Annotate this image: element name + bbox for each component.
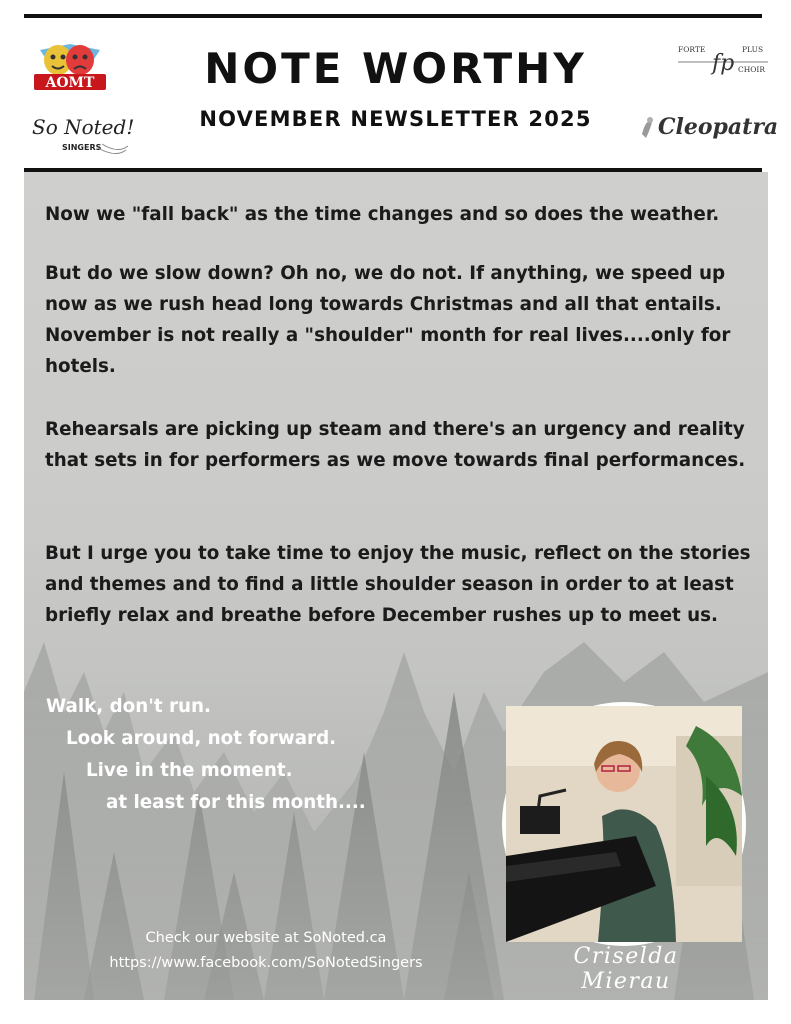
poem-line-4: at least for this month....: [106, 792, 366, 813]
author-photo: [502, 702, 746, 946]
misty-forest-panel: [24, 172, 768, 1000]
forte-logo-text: FORTE: [678, 45, 706, 54]
so-noted-logo-text: So Noted!: [32, 115, 135, 139]
newsletter-subtitle: NOVEMBER NEWSLETTER 2025: [199, 107, 592, 131]
paragraph-3: Rehearsals are picking up steam and there's an urgency and reality that sets in for performers as we move towards final performances.: [45, 419, 746, 471]
website-line: Check our website at SoNoted.ca: [145, 930, 387, 946]
plus-logo-text: PLUS: [742, 45, 764, 54]
top-rule: [24, 14, 762, 18]
facebook-link[interactable]: https://www.facebook.com/SoNotedSingers: [109, 955, 423, 971]
cleopatra-logo-text: Cleopatra: [658, 114, 779, 140]
newsletter-title: NOTE WORTHY: [204, 44, 587, 93]
choir-logo-text: CHOIR: [738, 65, 766, 74]
poem-line-2: Look around, not forward.: [66, 728, 337, 749]
paragraph-1: Now we "fall back" as the time changes and so does the weather.: [45, 204, 720, 225]
paragraph-4: But I urge you to take time to enjoy the music, reflect on the stories and themes and to find a little shoulder season in order to at least briefly relax and breathe before December rushes up to meet us.: [45, 543, 751, 626]
paragraph-2: But do we slow down? Oh no, we do not. If anything, we speed up now as we rush head long towards Christmas and all that entails. November is not really a "shoulder" month for real lives....only for hotels.: [45, 263, 731, 377]
fp-logo-text: fp: [712, 51, 735, 76]
author-signature: Criselda Mierau: [573, 944, 679, 994]
poem-line-1: Walk, don't run.: [46, 696, 211, 717]
poem-line-3: Live in the moment.: [86, 760, 293, 781]
singers-logo-text: SINGERS: [62, 143, 102, 152]
aomt-logo-text: AOMT: [45, 75, 95, 91]
